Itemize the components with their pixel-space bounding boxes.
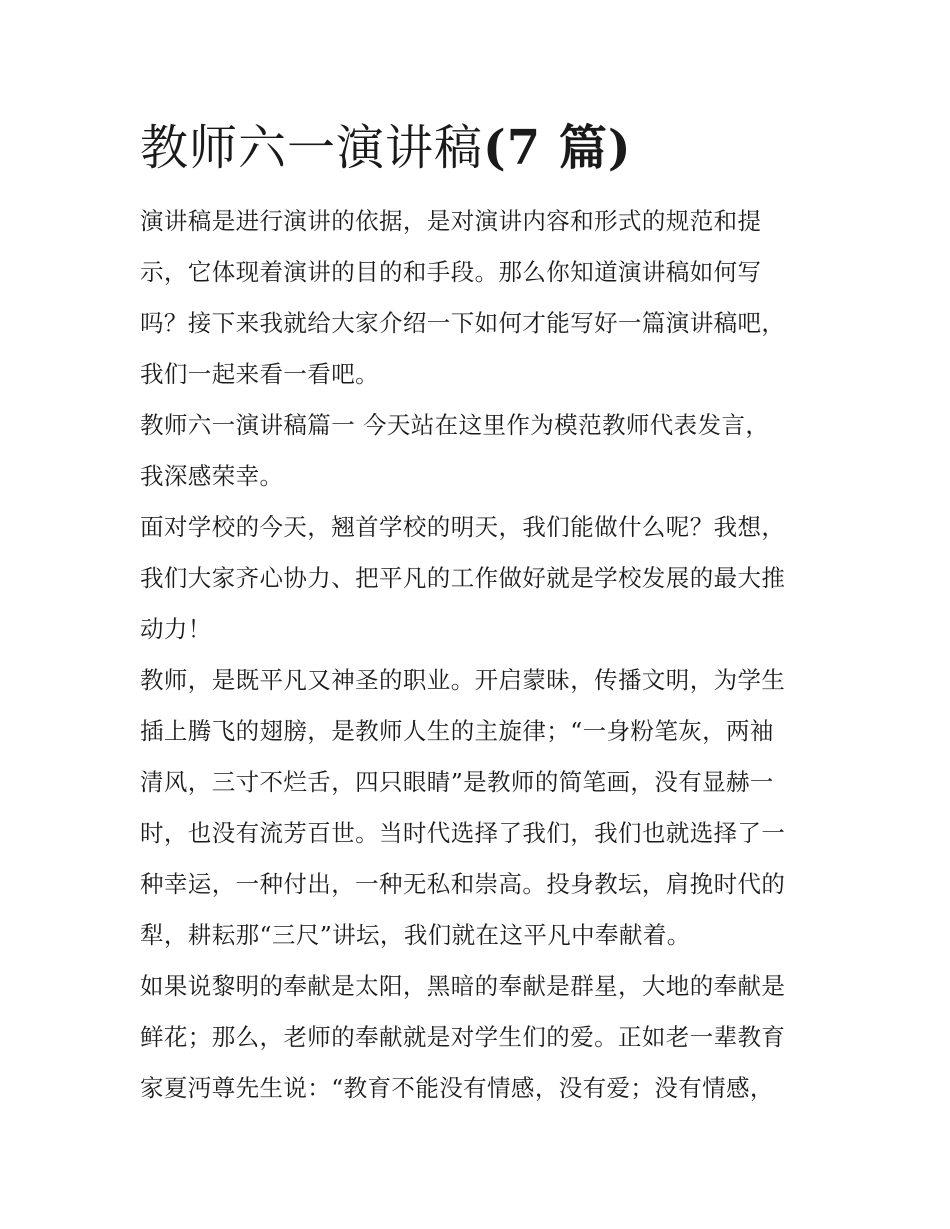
text-line: 示，它体现着演讲的目的和手段。那么你知道演讲稿如何写 (140, 258, 762, 286)
text-line: 我们大家齐心协力、把平凡的工作做好就是学校发展的最大推 (140, 564, 786, 592)
text-line: 演讲稿是进行演讲的依据，是对演讲内容和形式的规范和提 (140, 207, 762, 235)
text-line: 教师，是既平凡又神圣的职业。开启蒙昧，传播文明，为学生 (140, 666, 786, 694)
title-main: 教师六一演讲稿 (140, 120, 484, 176)
title-suffix: (7 篇) (483, 120, 632, 176)
text-line: 鲜花；那么，老师的奉献就是对学生们的爱。正如老一辈教育 (140, 1023, 786, 1051)
text-line: 插上腾飞的翅膀，是教师人生的主旋律；“一身粉笔灰，两袖 (140, 717, 774, 745)
text-line: 吗？接下来我就给大家介绍一下如何才能写好一篇演讲稿吧， (140, 309, 786, 337)
text-line: 清风，三寸不烂舌，四只眼睛”是教师的简笔画，没有显赫一 (140, 768, 774, 796)
text-line: 面对学校的今天，翘首学校的明天，我们能做什么呢？我想， (140, 513, 786, 541)
text-line: 时，也没有流芳百世。当时代选择了我们，我们也就选择了一 (140, 819, 786, 847)
text-line: 我深感荣幸。 (140, 462, 284, 490)
text-line: 我们一起来看一看吧。 (140, 360, 379, 388)
text-line: 动力！ (140, 615, 212, 643)
text-line: 教师六一演讲稿篇一 今天站在这里作为模范教师代表发言， (140, 411, 770, 439)
text-line: 种幸运，一种付出，一种无私和崇高。投身教坛，肩挽时代的 (140, 870, 786, 898)
text-line: 犁，耕耘那“三尺”讲坛，我们就在这平凡中奉献着。 (140, 921, 691, 949)
text-line: 如果说黎明的奉献是太阳，黑暗的奉献是群星，大地的奉献是 (140, 972, 786, 1000)
text-line: 家夏沔尊先生说：“教育不能没有情感，没有爱；没有情感， (140, 1074, 774, 1102)
document-title (140, 118, 820, 178)
